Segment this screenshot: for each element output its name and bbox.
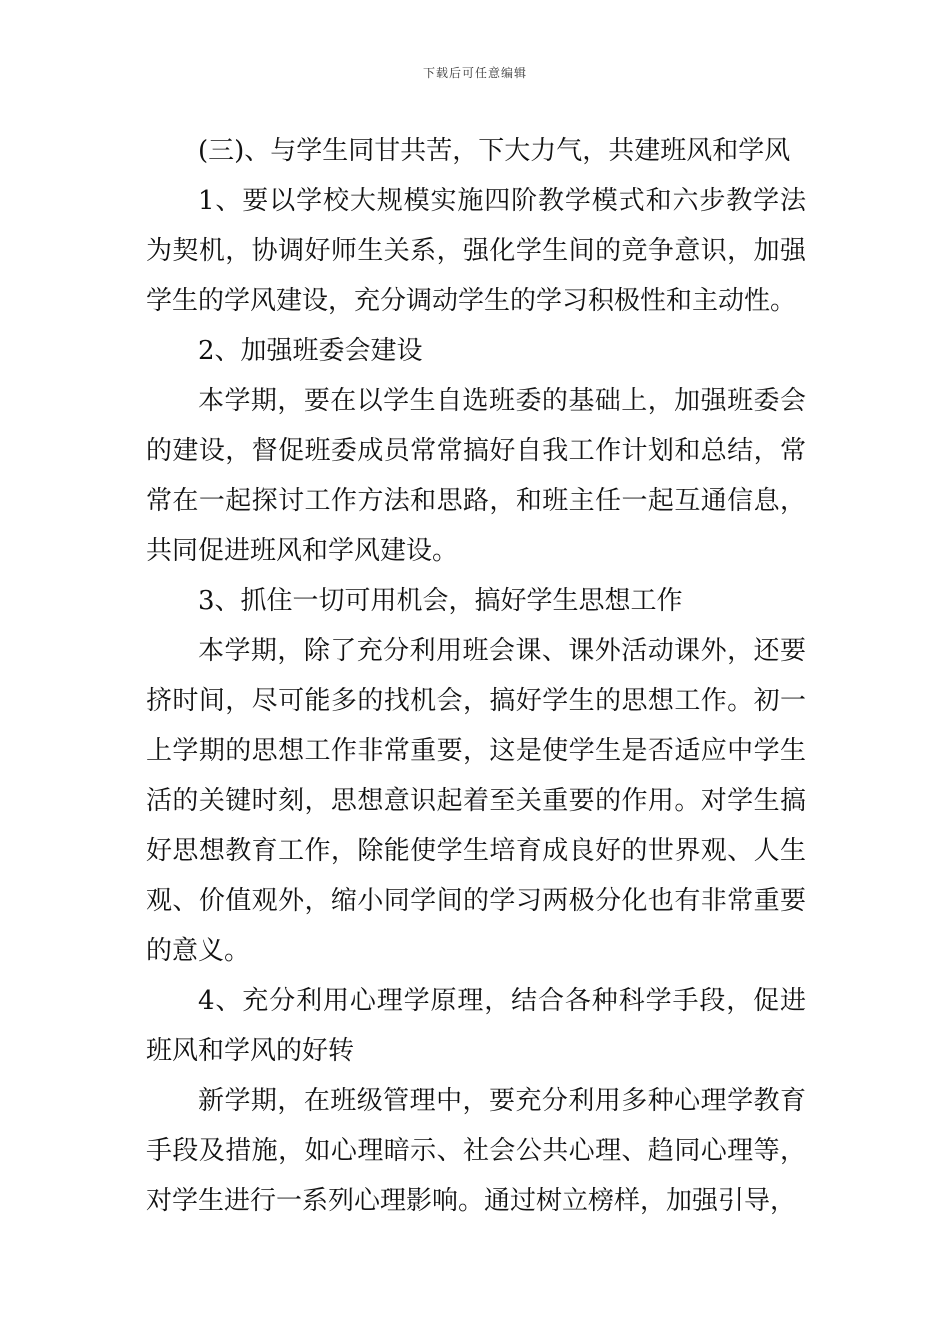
page-header: 下载后可任意编辑 — [422, 66, 527, 80]
paragraph: 1、要以学校大规模实施四阶教学模式和六步教学法为契机，协调好师生关系，强化学生间的竞争意识，加强学生的学风建设，充分调动学生的学习积极性和主动性。 — [146, 186, 806, 316]
subsection-heading: 2、加强班委会建设 — [198, 336, 423, 366]
paragraph: 新学期，在班级管理中，要充分利用多种心理学教育手段及措施，如心理暗示、社会公共心理、趋同心理等，对学生进行一系列心理影响。通过树立榜样，加强引导， — [146, 1086, 806, 1216]
paragraph: 本学期，除了充分利用班会课、课外活动课外，还要挤时间，尽可能多的找机会，搞好学生的思想工作。初一上学期的思想工作非常重要，这是使学生是否适应中学生活的关键时刻，思想意识起着至关重要的作用。对学生搞好思想教育工作，除能使学生培育成良好的世界观、人生观、价值观外，缩小同学间的学习两极分化也有非常重要的意义。 — [146, 636, 806, 966]
subsection-heading: 3、抓住一切可用机会，搞好学生思想工作 — [198, 586, 683, 616]
subsection-heading: 4、充分利用心理学原理，结合各种科学手段，促进班风和学风的好转 — [146, 986, 806, 1066]
paragraph: 本学期，要在以学生自选班委的基础上，加强班委会的建设，督促班委成员常常搞好自我工作计划和总结，常常在一起探讨工作方法和思路，和班主任一起互通信息，共同促进班风和学风建设。 — [146, 386, 806, 566]
section-heading: (三)、与学生同甘共苦，下大力气，共建班风和学风 — [198, 136, 791, 166]
document-body — [146, 126, 806, 1226]
